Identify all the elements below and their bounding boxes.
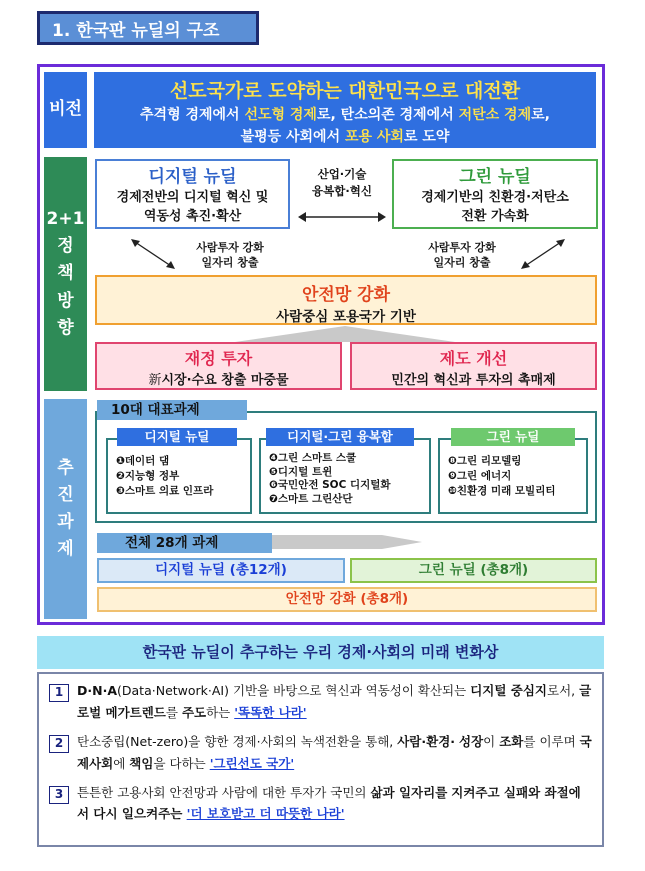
text: D·N·A <box>77 683 118 698</box>
text: 사람투자 강화 <box>428 241 496 254</box>
investment-label-left <box>180 241 280 271</box>
fusion-task-list <box>261 440 429 507</box>
policy-side-line: 정 <box>57 236 74 257</box>
text: 사람투자 강화 <box>196 241 264 254</box>
diagonal-arrow-icon <box>130 238 176 270</box>
text: 디지털 중심지 <box>470 683 548 698</box>
text: (Data·Network·AI) 기반을 바탕으로 혁신과 역동성이 확산되는 <box>117 683 467 698</box>
text: '그린선도 국가' <box>209 755 295 771</box>
vision-line-1 <box>94 105 596 125</box>
text: 삶과 일자리를 <box>370 784 448 800</box>
text: 이 <box>483 733 500 749</box>
policy-side-line: 방 <box>57 290 74 311</box>
text: 탄소중립(Net-zero)을 향한 경제·사회의 녹색전환을 통해, <box>77 733 398 749</box>
vision-box <box>94 72 596 148</box>
list-item: ❾그린 에너지 <box>448 470 512 483</box>
green-newdeal-card <box>392 159 598 229</box>
convergence-label <box>292 166 392 199</box>
text: 에 <box>113 755 130 771</box>
arrow-right-icon <box>272 530 422 554</box>
text: 지켜주고 실패와 좌절에서 다시 일으켜주는 <box>77 784 581 822</box>
fiscal-subtitle <box>97 369 340 388</box>
text: 책임 <box>129 755 154 771</box>
double-arrow-icon <box>298 210 386 224</box>
safety-net-box <box>95 275 597 325</box>
policy-side-line: 책 <box>57 263 74 284</box>
text: 일자리 창출 <box>201 255 259 269</box>
list-item: ❹그린 스마트 스쿨 <box>269 452 357 464</box>
safety-net-subtitle: 사람중심 포용국가 기반 <box>276 309 416 325</box>
digital-card-line2: 역동성 촉진·확산 <box>143 208 242 224</box>
item-number: 2 <box>49 735 69 753</box>
safety-net-title: 안전망 강화 <box>301 285 391 305</box>
representative-tasks-label: 10대 대표과제 <box>97 400 247 420</box>
policy-side-label <box>44 157 87 391</box>
text: 저탄소 경제 <box>458 107 532 123</box>
vision-headline-hi: 대한민국으로 대전환 <box>348 80 521 102</box>
text: 로, <box>531 107 550 123</box>
list-item: ❶데이터 댐 <box>116 455 170 467</box>
system-subtitle: 민간의 혁신과 투자의 촉매제 <box>391 373 556 388</box>
list-item: ❼스마트 그린산단 <box>269 492 353 505</box>
convergence-line1: 산업·기술 <box>317 167 367 181</box>
text: 선도형 경제 <box>244 107 317 123</box>
fusion-tasks-head: 디지털·그린 융복합 <box>266 428 414 446</box>
policy-side-line: 2+1 <box>46 209 85 230</box>
text: 를 <box>165 704 182 720</box>
safety-total-row: 안전망 강화 (총8개) <box>97 587 597 612</box>
vision-headline-pre: 선도국가로 도약하는 <box>169 80 342 102</box>
list-item: ❺디지털 트윈 <box>269 465 333 478</box>
digital-card-line1: 경제전반의 디지털 혁신 및 <box>116 189 269 205</box>
item-number: 3 <box>49 786 69 804</box>
text: 일자리 창출 <box>433 255 491 269</box>
text: 성장 <box>459 733 484 749</box>
system-title: 제도 개선 <box>439 349 508 368</box>
task-side-line: 제 <box>57 539 74 560</box>
task-side-line: 추 <box>57 457 74 478</box>
fusion-tasks-box <box>259 438 431 514</box>
text: 국제사회 <box>77 733 592 771</box>
green-card-line2: 전환 가속화 <box>461 208 529 224</box>
text: 주도 <box>181 704 207 720</box>
text: 조화 <box>499 733 524 749</box>
list-item: ❷지능형 정부 <box>116 470 180 483</box>
green-tasks-box <box>438 438 588 514</box>
text: 글로벌 메가트렌드 <box>77 683 592 720</box>
green-total-row: 그린 뉴딜 (총8개) <box>350 558 597 583</box>
text: 추격형 경제에서 <box>140 107 245 123</box>
digital-card-title: 디지털 뉴딜 <box>148 166 237 187</box>
convergence-line2: 융복합·혁신 <box>312 183 372 198</box>
fiscal-investment-box <box>95 342 342 390</box>
task-side-label <box>44 399 87 619</box>
text: 포용 사회 <box>344 129 404 146</box>
future-item-2 <box>49 731 592 775</box>
all-tasks-label: 전체 28개 과제 <box>97 533 272 553</box>
future-list <box>37 672 604 847</box>
digital-newdeal-card <box>95 159 290 229</box>
investment-label-right <box>412 241 512 271</box>
future-title: 한국판 뉴딜이 추구하는 우리 경제·사회의 미래 변화상 <box>37 636 604 669</box>
item-text <box>77 731 592 775</box>
green-card-line1: 경제기반의 친환경·저탄소 <box>421 189 569 205</box>
policy-side-line: 향 <box>57 317 74 338</box>
vision-line-2 <box>94 127 596 147</box>
future-item-3 <box>49 782 592 826</box>
text: 튼튼한 고용사회 안전망과 사람에 대한 투자가 국민의 <box>77 784 371 800</box>
fiscal-title: 재정 투자 <box>184 349 253 368</box>
text: 시장·수요 창출 마중물 <box>161 373 289 388</box>
vision-headline <box>94 76 596 103</box>
system-improvement-box <box>350 342 597 390</box>
task-side-line: 진 <box>57 484 74 505</box>
green-task-list <box>440 440 586 500</box>
text: 新 <box>148 373 162 388</box>
digital-total-row: 디지털 뉴딜 (총12개) <box>97 558 345 583</box>
text: 사람·환경· <box>397 733 456 749</box>
list-item: ❿친환경 미래 모빌리티 <box>448 485 556 498</box>
future-item-1 <box>49 680 592 724</box>
item-text <box>77 782 592 826</box>
digital-task-list <box>108 440 250 500</box>
item-number: 1 <box>49 684 69 702</box>
list-item: ❸스마트 의료 인프라 <box>116 485 214 498</box>
text: 로서, <box>547 683 580 698</box>
item-text <box>77 680 592 724</box>
green-tasks-head: 그린 뉴딜 <box>451 428 575 446</box>
task-side-line: 과 <box>57 512 74 532</box>
vision-side-label <box>44 72 87 148</box>
vision-side-text: 비전 <box>49 99 82 120</box>
text: '더 보호받고 더 따뜻한 나라' <box>186 806 345 822</box>
green-card-title: 그린 뉴딜 <box>459 166 531 187</box>
text: 불평등 사회에서 <box>240 129 345 146</box>
list-item: ❽그린 리모델링 <box>448 455 522 467</box>
digital-tasks-box <box>106 438 252 514</box>
text: 를 이루며 <box>523 733 580 749</box>
text: 로, 탄소의존 경제에서 <box>316 107 459 123</box>
digital-tasks-head: 디지털 뉴딜 <box>117 428 237 446</box>
list-item: ❻국민안전 SOC 디지털화 <box>269 479 391 492</box>
text: 하는 <box>206 704 235 720</box>
section-title: 1. 한국판 뉴딜의 구조 <box>37 11 259 45</box>
upward-roof-shape <box>235 326 455 342</box>
text: '똑똑한 나라' <box>234 704 307 720</box>
diagonal-arrow-icon <box>520 238 566 270</box>
text: 을 다하는 <box>153 755 210 771</box>
text: 로 도약 <box>403 129 450 146</box>
